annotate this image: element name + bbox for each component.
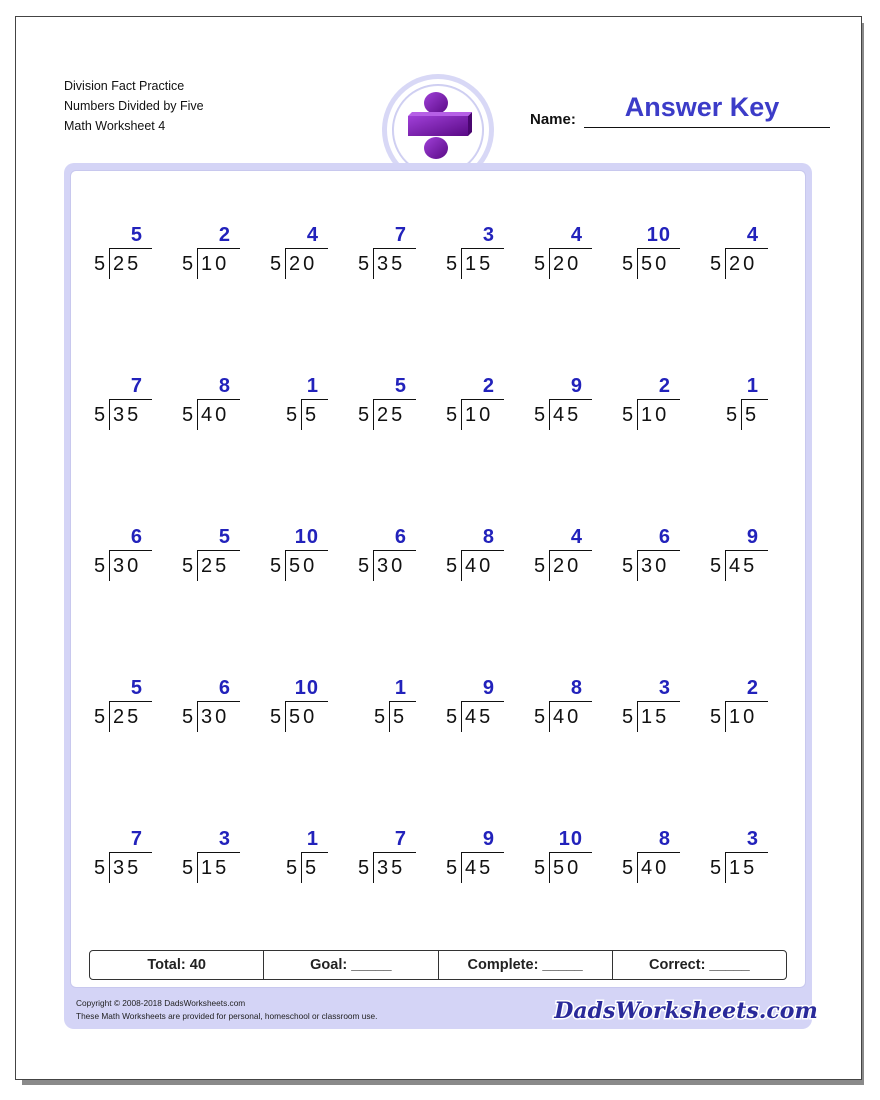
division-problem [525,828,595,888]
division-problem [173,828,243,888]
division-problem [701,375,771,435]
dadsworksheets-logo [554,992,818,1028]
dividend: 10 [201,253,230,275]
division-problem [613,828,683,888]
divisor: 5 [446,404,458,426]
division-problem [349,828,419,888]
divisor: 5 [94,706,106,728]
division-problem [437,526,507,586]
divisor: 5 [270,555,282,577]
division-problem [85,224,155,284]
division-problem [701,828,771,888]
score-correct: Correct: _____ [649,957,750,973]
division-problem [349,224,419,284]
divisor: 5 [534,857,546,879]
quotient-answer: 3 [482,224,495,246]
footer-copyright [76,997,377,1023]
quotient-answer: 7 [394,828,407,850]
quotient-answer: 9 [746,526,759,548]
dividend: 20 [553,253,582,275]
quotient-answer: 3 [746,828,759,850]
division-problem [613,526,683,586]
division-problem [261,828,331,888]
dividend: 25 [201,555,230,577]
dividend: 30 [113,555,142,577]
divisor: 5 [534,404,546,426]
dividend: 35 [377,857,406,879]
divisor: 5 [622,857,634,879]
divisor: 5 [182,404,194,426]
dividend: 40 [641,857,670,879]
divisor: 5 [710,857,722,879]
quotient-answer: 4 [746,224,759,246]
quotient-answer: 5 [394,375,407,397]
division-problem [261,224,331,284]
dividend: 15 [465,253,494,275]
quotient-answer: 3 [218,828,231,850]
divisor: 5 [94,253,106,275]
quotient-answer: 10 [558,828,583,850]
dividend: 15 [641,706,670,728]
dividend: 40 [465,555,494,577]
quotient-answer: 6 [658,526,671,548]
division-problem [525,375,595,435]
dividend: 5 [745,404,760,426]
divisor: 5 [94,555,106,577]
dividend: 50 [289,706,318,728]
worksheet-subtitle: Numbers Divided by Five [64,99,204,113]
quotient-answer: 7 [130,828,143,850]
score-total: Total: 40 [90,951,264,979]
division-problem [701,677,771,737]
divisor: 5 [710,555,722,577]
quotient-answer: 2 [658,375,671,397]
quotient-answer: 7 [394,224,407,246]
division-problem [525,526,595,586]
division-problem [613,224,683,284]
divisor: 5 [94,404,106,426]
dividend: 10 [465,404,494,426]
quotient-answer: 10 [294,677,319,699]
divisor: 5 [182,857,194,879]
dividend: 50 [553,857,582,879]
worksheet-number: Math Worksheet 4 [64,119,166,133]
division-problem [437,375,507,435]
divisor: 5 [286,857,298,879]
quotient-answer: 3 [658,677,671,699]
score-bar [89,950,787,980]
division-problem [349,526,419,586]
dividend: 40 [201,404,230,426]
division-problem [437,828,507,888]
divisor: 5 [358,857,370,879]
dividend: 25 [113,253,142,275]
dividend: 40 [553,706,582,728]
quotient-answer: 9 [482,677,495,699]
division-problem [173,526,243,586]
division-problem [613,375,683,435]
divisor: 5 [94,857,106,879]
divisor: 5 [358,253,370,275]
quotient-answer: 5 [130,677,143,699]
answer-key-label: Answer Key [624,92,780,122]
division-problem [261,526,331,586]
dividend: 35 [113,404,142,426]
dividend: 45 [465,706,494,728]
quotient-answer: 6 [130,526,143,548]
quotient-answer: 9 [482,828,495,850]
quotient-answer: 9 [570,375,583,397]
quotient-answer: 2 [746,677,759,699]
divisor: 5 [446,555,458,577]
score-complete: Complete: _____ [439,951,613,979]
dividend: 10 [729,706,758,728]
divisor: 5 [622,706,634,728]
division-problem [85,375,155,435]
quotient-answer: 4 [570,224,583,246]
dividend: 30 [641,555,670,577]
divisor: 5 [374,706,386,728]
division-problem [613,677,683,737]
brand-text: DadsWorksheets.com [554,998,818,1024]
usage-notice: These Math Worksheets are provided for personal, homeschool or classroom use. [76,1011,378,1021]
quotient-answer: 1 [306,375,319,397]
quotient-answer: 6 [394,526,407,548]
dividend: 25 [377,404,406,426]
quotient-answer: 8 [218,375,231,397]
dividend: 45 [465,857,494,879]
divisor: 5 [286,404,298,426]
division-problem [701,224,771,284]
dividend: 35 [113,857,142,879]
divisor: 5 [182,253,194,275]
dividend: 10 [641,404,670,426]
divisor: 5 [182,706,194,728]
divisor: 5 [622,404,634,426]
divisor: 5 [710,253,722,275]
dividend: 5 [305,857,320,879]
division-problem [349,677,419,737]
division-problem [173,375,243,435]
name-label: Name: [530,111,576,128]
divisor: 5 [534,253,546,275]
divisor: 5 [182,555,194,577]
dividend: 50 [289,555,318,577]
dividend: 30 [201,706,230,728]
dividend: 15 [729,857,758,879]
divisor: 5 [622,555,634,577]
quotient-answer: 10 [294,526,319,548]
divisor: 5 [358,404,370,426]
divisor: 5 [710,706,722,728]
quotient-answer: 2 [218,224,231,246]
dividend: 20 [729,253,758,275]
name-field-line[interactable] [584,127,830,128]
division-problem [525,224,595,284]
division-problem [85,677,155,737]
divisor: 5 [622,253,634,275]
quotient-answer: 5 [218,526,231,548]
quotient-answer: 4 [306,224,319,246]
divisor: 5 [534,706,546,728]
dividend: 5 [393,706,408,728]
divisor: 5 [358,555,370,577]
copyright-text: Copyright © 2008-2018 DadsWorksheets.com [76,998,246,1008]
dividend: 45 [729,555,758,577]
quotient-answer: 1 [746,375,759,397]
dividend: 5 [305,404,320,426]
quotient-answer: 6 [218,677,231,699]
worksheet-header [64,76,204,136]
dividend: 20 [553,555,582,577]
quotient-answer: 8 [482,526,495,548]
dividend: 25 [113,706,142,728]
quotient-answer: 1 [394,677,407,699]
quotient-answer: 7 [130,375,143,397]
divisor: 5 [446,253,458,275]
division-problem [261,677,331,737]
divisor: 5 [446,706,458,728]
dividend: 45 [553,404,582,426]
division-problem [437,224,507,284]
division-problem [437,677,507,737]
quotient-answer: 2 [482,375,495,397]
divisor: 5 [534,555,546,577]
division-problem [701,526,771,586]
quotient-answer: 1 [306,828,319,850]
dividend: 20 [289,253,318,275]
dividend: 50 [641,253,670,275]
division-problem [261,375,331,435]
dividend: 30 [377,555,406,577]
division-problem [173,224,243,284]
divisor: 5 [726,404,738,426]
quotient-answer: 5 [130,224,143,246]
divisor: 5 [270,706,282,728]
dividend: 35 [377,253,406,275]
quotient-answer: 10 [646,224,671,246]
divisor: 5 [446,857,458,879]
divisor: 5 [270,253,282,275]
quotient-answer: 8 [658,828,671,850]
division-problem [525,677,595,737]
quotient-answer: 4 [570,526,583,548]
division-problem [85,828,155,888]
worksheet-title: Division Fact Practice [64,79,185,93]
division-problem [85,526,155,586]
division-problem [349,375,419,435]
division-problem [173,677,243,737]
score-goal: Goal: _____ [264,951,438,979]
quotient-answer: 8 [570,677,583,699]
dividend: 15 [201,857,230,879]
